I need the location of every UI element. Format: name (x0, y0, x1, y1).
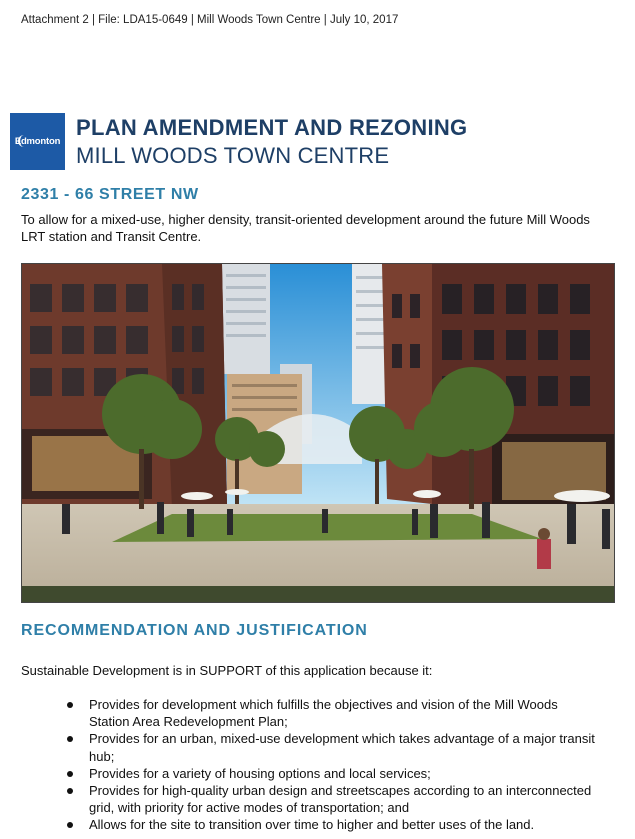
document-header: Attachment 2 | File: LDA15-0649 | Mill Woods Town Centre | July 10, 2017 (21, 14, 399, 26)
page-title: PLAN AMENDMENT AND REZONING (76, 115, 468, 140)
site-address: 2331 - 66 STREET NW (21, 186, 199, 203)
list-item: Provides for development which fulfills the objectives and vision of the Mill Woods Station Area Redevelopment Plan; (65, 696, 600, 730)
logo-swoosh-icon (18, 135, 28, 147)
logo-text: Edmonton (14, 136, 61, 147)
justification-list (65, 696, 600, 834)
list-item: Allows for the site to transition over time to higher and better uses of the land. (65, 816, 600, 833)
support-statement: Sustainable Development is in SUPPORT of this application because it: (21, 663, 433, 678)
list-item: Provides for an urban, mixed-use development which takes advantage of a major transit hub; (65, 730, 600, 764)
list-item: Provides for high-quality urban design and streetscapes according to an interconnected grid, with priority for active modes of transportation; and (65, 782, 600, 816)
section-heading: RECOMMENDATION AND JUSTIFICATION (21, 622, 368, 639)
intro-paragraph: To allow for a mixed-use, higher density, transit-oriented development around the future Mill Woods LRT station and Transit Centre. (21, 212, 590, 244)
list-item: Provides for a variety of housing options and local services; (65, 765, 600, 782)
page-subtitle: MILL WOODS TOWN CENTRE (76, 143, 390, 168)
edmonton-logo (10, 113, 65, 170)
architectural-rendering (21, 263, 615, 603)
